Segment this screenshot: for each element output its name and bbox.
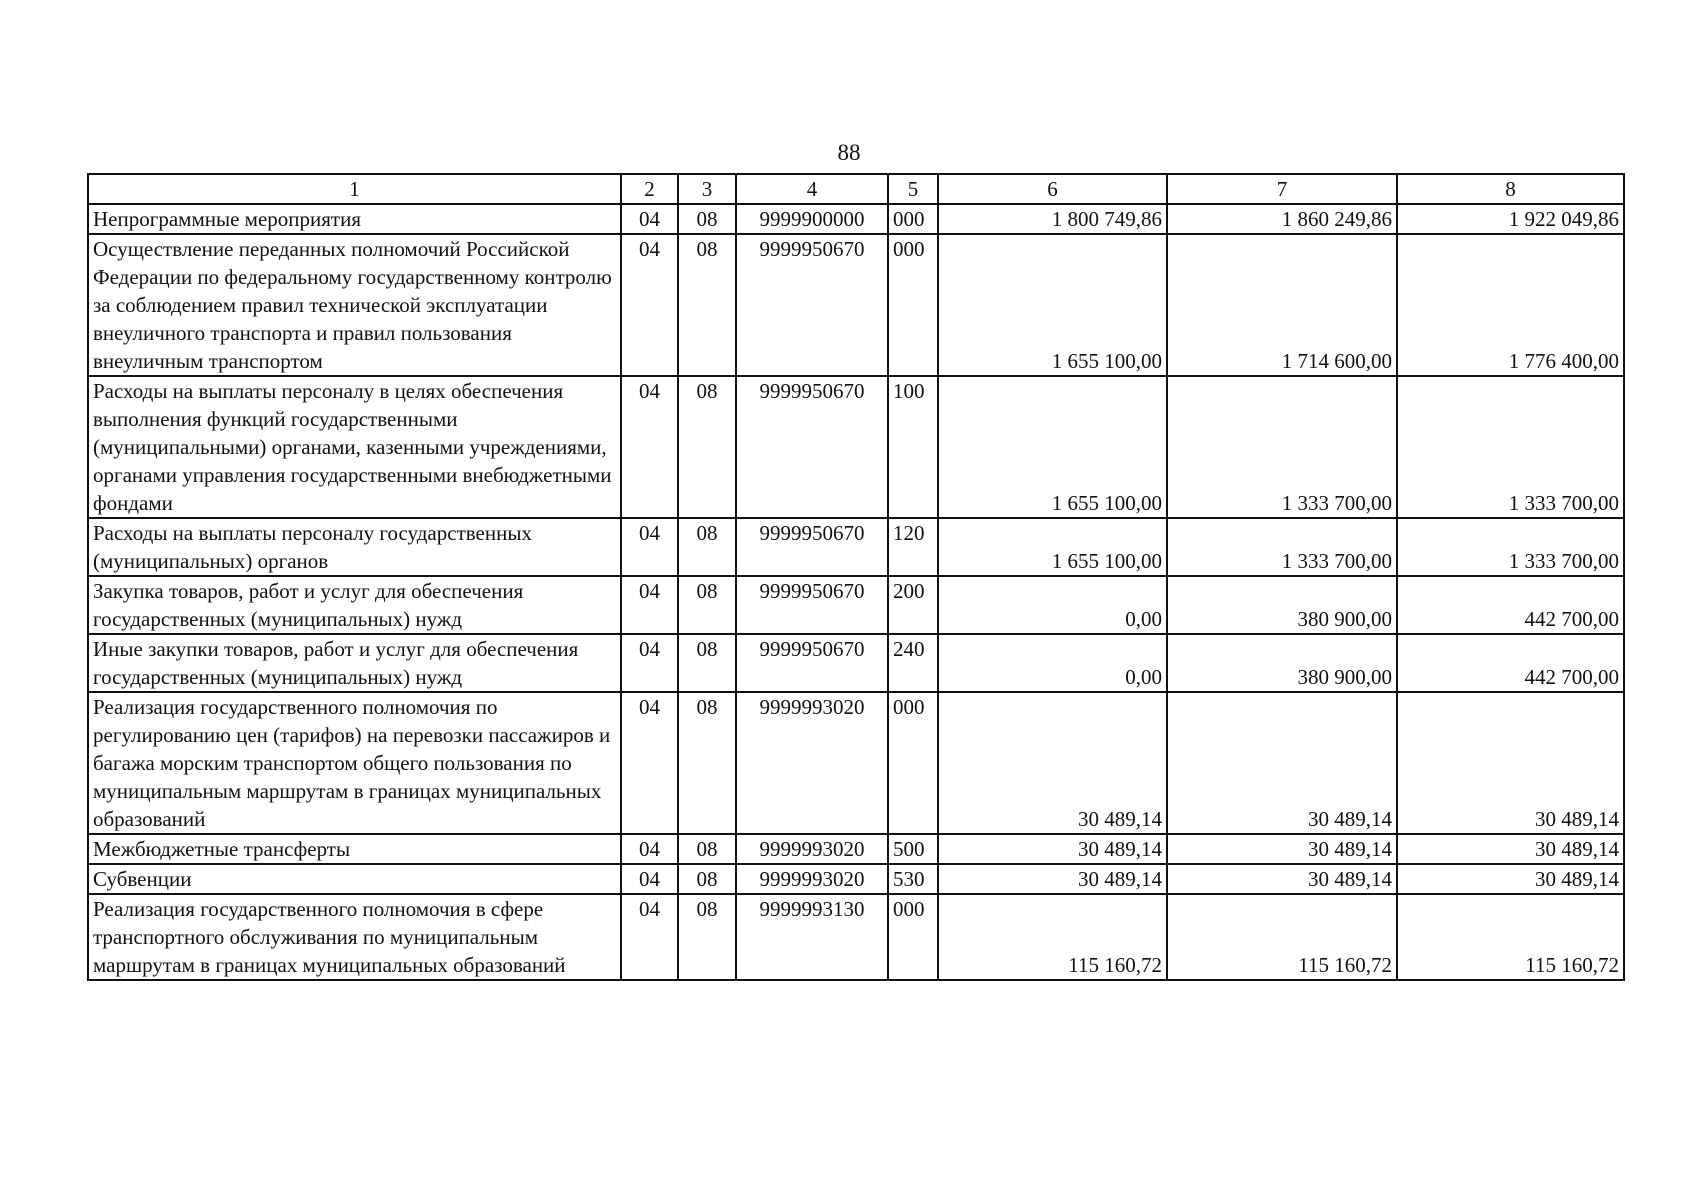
amount-col8: 1 333 700,00 bbox=[1397, 376, 1624, 518]
expense-type-code: 000 bbox=[888, 204, 938, 234]
header-cell: 5 bbox=[888, 174, 938, 204]
target-article-code: 9999950670 bbox=[736, 634, 888, 692]
row-name: Осуществление переданных полномочий Российской Федерации по федеральному государственному контролю за соблюдением правил технической эксплуатации внеуличного транспорта и правил пользования внеуличным транспортом bbox=[88, 234, 621, 376]
subsection-code: 08 bbox=[678, 894, 736, 980]
subsection-code: 08 bbox=[678, 634, 736, 692]
target-article-code: 9999950670 bbox=[736, 376, 888, 518]
subsection-code: 08 bbox=[678, 204, 736, 234]
expense-type-code: 000 bbox=[888, 692, 938, 834]
amount-col7: 1 333 700,00 bbox=[1167, 518, 1397, 576]
header-cell: 4 bbox=[736, 174, 888, 204]
amount-col8: 1 922 049,86 bbox=[1397, 204, 1624, 234]
subsection-code: 08 bbox=[678, 864, 736, 894]
amount-col7: 1 860 249,86 bbox=[1167, 204, 1397, 234]
page-number: 88 bbox=[837, 140, 861, 165]
target-article-code: 9999950670 bbox=[736, 234, 888, 376]
expense-type-code: 200 bbox=[888, 576, 938, 634]
subsection-code: 08 bbox=[678, 692, 736, 834]
amount-col7: 380 900,00 bbox=[1167, 576, 1397, 634]
expense-type-code: 240 bbox=[888, 634, 938, 692]
section-code: 04 bbox=[621, 518, 678, 576]
target-article-code: 9999900000 bbox=[736, 204, 888, 234]
expense-type-code: 000 bbox=[888, 894, 938, 980]
table-row bbox=[88, 834, 1624, 864]
section-code: 04 bbox=[621, 834, 678, 864]
table-row bbox=[88, 894, 1624, 980]
row-name: Иные закупки товаров, работ и услуг для обеспечения государственных (муниципальных) нужд bbox=[88, 634, 621, 692]
header-cell: 8 bbox=[1397, 174, 1624, 204]
subsection-code: 08 bbox=[678, 834, 736, 864]
amount-col7: 380 900,00 bbox=[1167, 634, 1397, 692]
amount-col7: 1 714 600,00 bbox=[1167, 234, 1397, 376]
amount-col8: 1 333 700,00 bbox=[1397, 518, 1624, 576]
row-name: Реализация государственного полномочия по регулированию цен (тарифов) на перевозки пассажиров и багажа морским транспортом общего пользования по муниципальным маршрутам в границах муниципальных образований bbox=[88, 692, 621, 834]
budget-table bbox=[87, 173, 1625, 981]
expense-type-code: 100 bbox=[888, 376, 938, 518]
table-row bbox=[88, 576, 1624, 634]
table-row bbox=[88, 376, 1624, 518]
target-article-code: 9999993020 bbox=[736, 864, 888, 894]
amount-col6: 0,00 bbox=[938, 576, 1167, 634]
subsection-code: 08 bbox=[678, 234, 736, 376]
header-cell: 3 bbox=[678, 174, 736, 204]
target-article-code: 9999993020 bbox=[736, 834, 888, 864]
table-row bbox=[88, 864, 1624, 894]
amount-col7: 115 160,72 bbox=[1167, 894, 1397, 980]
target-article-code: 9999950670 bbox=[736, 576, 888, 634]
section-code: 04 bbox=[621, 204, 678, 234]
target-article-code: 9999993020 bbox=[736, 692, 888, 834]
amount-col6: 115 160,72 bbox=[938, 894, 1167, 980]
amount-col7: 30 489,14 bbox=[1167, 692, 1397, 834]
amount-col8: 442 700,00 bbox=[1397, 576, 1624, 634]
expense-type-code: 120 bbox=[888, 518, 938, 576]
row-name: Субвенции bbox=[88, 864, 621, 894]
amount-col6: 30 489,14 bbox=[938, 834, 1167, 864]
section-code: 04 bbox=[621, 634, 678, 692]
row-name: Непрограммные мероприятия bbox=[88, 204, 621, 234]
table-row bbox=[88, 204, 1624, 234]
amount-col6: 1 655 100,00 bbox=[938, 518, 1167, 576]
table-row bbox=[88, 234, 1624, 376]
amount-col8: 115 160,72 bbox=[1397, 894, 1624, 980]
subsection-code: 08 bbox=[678, 376, 736, 518]
amount-col8: 30 489,14 bbox=[1397, 864, 1624, 894]
table-row bbox=[88, 518, 1624, 576]
amount-col6: 1 800 749,86 bbox=[938, 204, 1167, 234]
section-code: 04 bbox=[621, 692, 678, 834]
row-name: Расходы на выплаты персоналу в целях обеспечения выполнения функций государственными (муниципальными) органами, казенными учреждениями, органами управления государственными внебюджетными фондами bbox=[88, 376, 621, 518]
amount-col8: 30 489,14 bbox=[1397, 834, 1624, 864]
expense-type-code: 000 bbox=[888, 234, 938, 376]
table-row bbox=[88, 634, 1624, 692]
header-cell: 2 bbox=[621, 174, 678, 204]
amount-col6: 0,00 bbox=[938, 634, 1167, 692]
target-article-code: 9999950670 bbox=[736, 518, 888, 576]
section-code: 04 bbox=[621, 376, 678, 518]
section-code: 04 bbox=[621, 234, 678, 376]
header-cell: 7 bbox=[1167, 174, 1397, 204]
subsection-code: 08 bbox=[678, 576, 736, 634]
amount-col6: 1 655 100,00 bbox=[938, 376, 1167, 518]
row-name: Реализация государственного полномочия в сфере транспортного обслуживания по муниципальным маршрутам в границах муниципальных образований bbox=[88, 894, 621, 980]
header-cell: 6 bbox=[938, 174, 1167, 204]
section-code: 04 bbox=[621, 894, 678, 980]
amount-col6: 1 655 100,00 bbox=[938, 234, 1167, 376]
expense-type-code: 500 bbox=[888, 834, 938, 864]
table-header-row bbox=[88, 174, 1624, 204]
row-name: Расходы на выплаты персоналу государственных (муниципальных) органов bbox=[88, 518, 621, 576]
row-name: Межбюджетные трансферты bbox=[88, 834, 621, 864]
amount-col8: 442 700,00 bbox=[1397, 634, 1624, 692]
table-row bbox=[88, 692, 1624, 834]
header-cell: 1 bbox=[88, 174, 621, 204]
amount-col7: 30 489,14 bbox=[1167, 834, 1397, 864]
row-name: Закупка товаров, работ и услуг для обеспечения государственных (муниципальных) нужд bbox=[88, 576, 621, 634]
amount-col8: 30 489,14 bbox=[1397, 692, 1624, 834]
amount-col6: 30 489,14 bbox=[938, 692, 1167, 834]
section-code: 04 bbox=[621, 864, 678, 894]
amount-col6: 30 489,14 bbox=[938, 864, 1167, 894]
section-code: 04 bbox=[621, 576, 678, 634]
target-article-code: 9999993130 bbox=[736, 894, 888, 980]
subsection-code: 08 bbox=[678, 518, 736, 576]
amount-col7: 30 489,14 bbox=[1167, 864, 1397, 894]
amount-col8: 1 776 400,00 bbox=[1397, 234, 1624, 376]
amount-col7: 1 333 700,00 bbox=[1167, 376, 1397, 518]
expense-type-code: 530 bbox=[888, 864, 938, 894]
